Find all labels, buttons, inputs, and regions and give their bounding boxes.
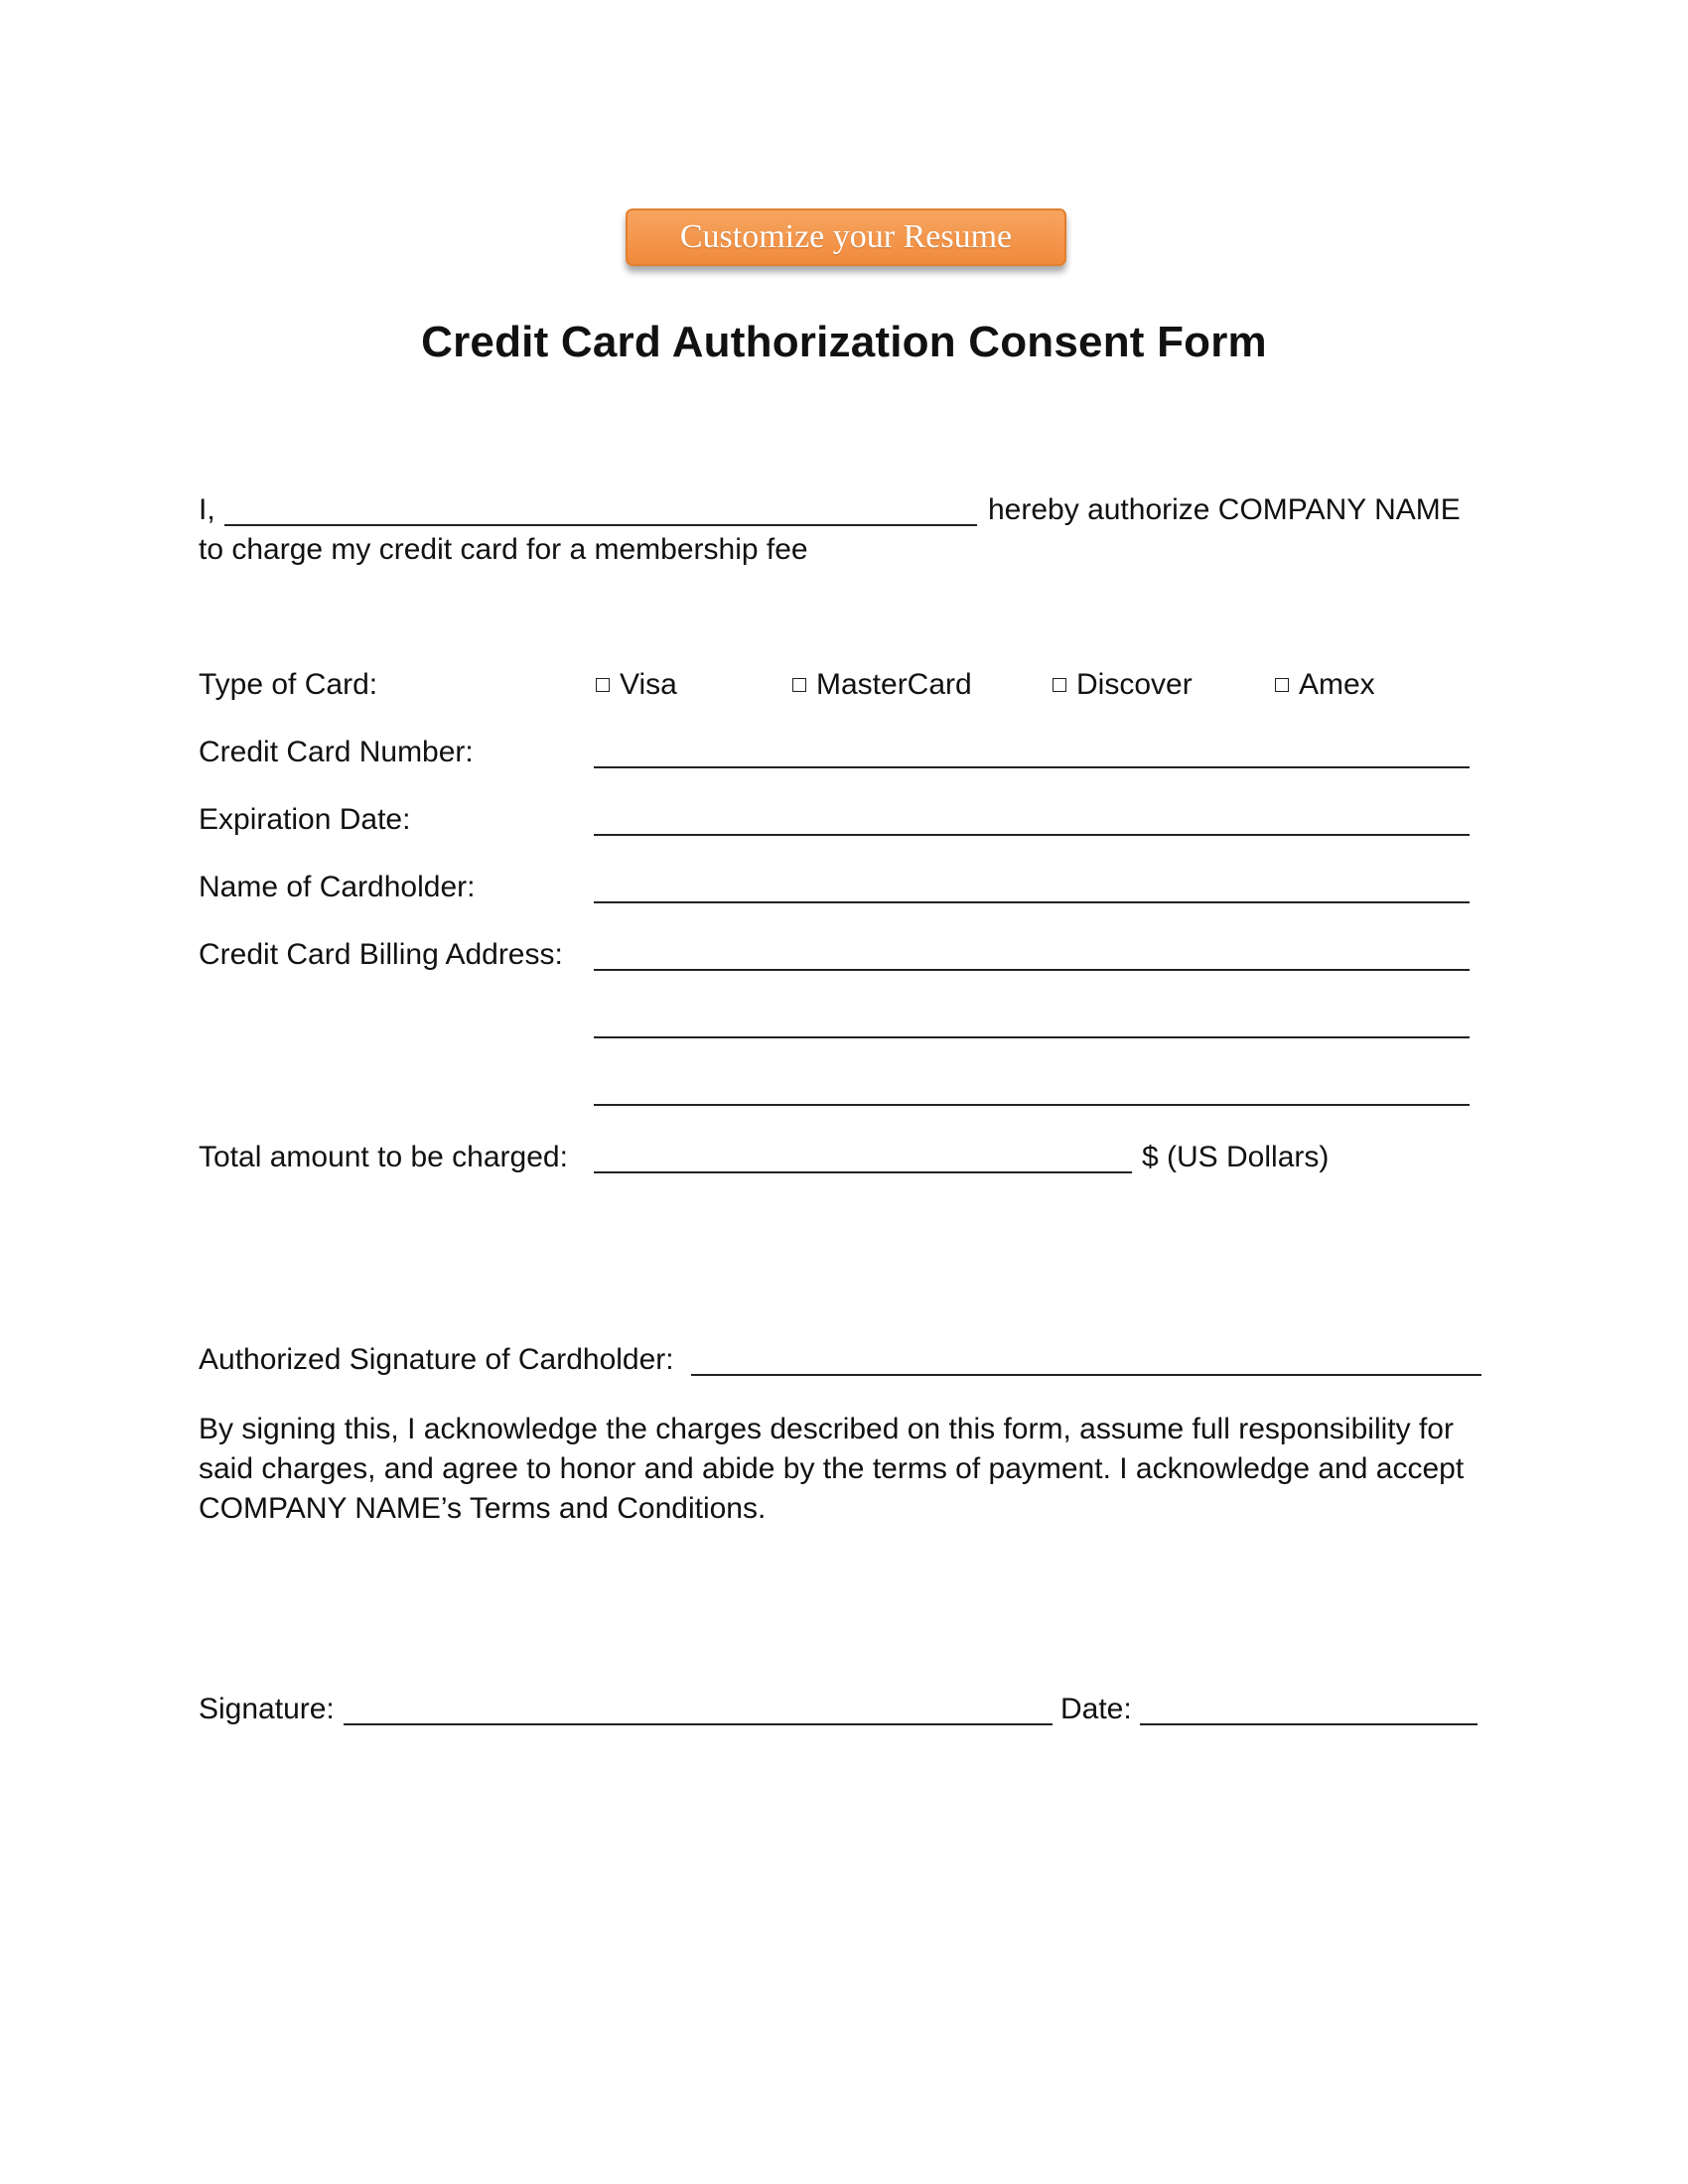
amex-label: Amex	[1299, 668, 1375, 701]
billing-address-line-3[interactable]	[594, 1104, 1470, 1106]
authorized-signature-line[interactable]	[691, 1374, 1481, 1376]
cardholder-name-line[interactable]	[594, 901, 1470, 903]
visa-label: Visa	[620, 668, 677, 701]
date-label: Date:	[1060, 1693, 1132, 1725]
amex-option[interactable]	[1275, 667, 1375, 703]
currency-note: $ (US Dollars)	[1142, 1141, 1330, 1173]
date-line[interactable]	[1140, 1723, 1477, 1725]
visa-option[interactable]	[596, 667, 677, 703]
total-amount-label: Total amount to be charged:	[199, 1141, 568, 1173]
expiration-label: Expiration Date:	[199, 803, 411, 836]
discover-label: Discover	[1076, 668, 1193, 701]
mastercard-option[interactable]	[792, 667, 972, 703]
form-title: Credit Card Authorization Consent Form	[421, 318, 1267, 366]
discover-checkbox[interactable]	[1053, 678, 1066, 692]
signature-line[interactable]	[344, 1723, 1053, 1725]
cardholder-name-label: Name of Cardholder:	[199, 871, 476, 903]
intro-prefix: I,	[199, 493, 215, 526]
intro-suffix: hereby authorize COMPANY NAME	[988, 493, 1461, 526]
authorized-signature-label: Authorized Signature of Cardholder:	[199, 1343, 674, 1376]
visa-checkbox[interactable]	[596, 678, 610, 692]
card-type-label: Type of Card:	[199, 668, 378, 701]
billing-address-label: Credit Card Billing Address:	[199, 938, 563, 971]
card-number-label: Credit Card Number:	[199, 736, 474, 768]
authorizer-name-line[interactable]	[224, 524, 977, 526]
intro-line-2: to charge my credit card for a membership fee	[199, 533, 808, 566]
discover-option[interactable]	[1053, 667, 1193, 703]
billing-address-line-1[interactable]	[594, 969, 1470, 971]
total-amount-line[interactable]	[594, 1171, 1132, 1173]
amex-checkbox[interactable]	[1275, 678, 1289, 692]
billing-address-line-2[interactable]	[594, 1036, 1470, 1038]
expiration-line[interactable]	[594, 834, 1470, 836]
acknowledgement-text: By signing this, I acknowledge the charges described on this form, assume full responsibility for said charges, and agree to honor and abide by the terms of payment. I acknowledge and accept COMPANY NAME’s Terms and Conditions.	[199, 1413, 1465, 1525]
card-number-line[interactable]	[594, 766, 1470, 768]
customize-resume-button[interactable]: Customize your Resume	[626, 208, 1066, 266]
mastercard-label: MasterCard	[816, 668, 972, 701]
signature-label: Signature:	[199, 1693, 335, 1725]
mastercard-checkbox[interactable]	[792, 678, 806, 692]
